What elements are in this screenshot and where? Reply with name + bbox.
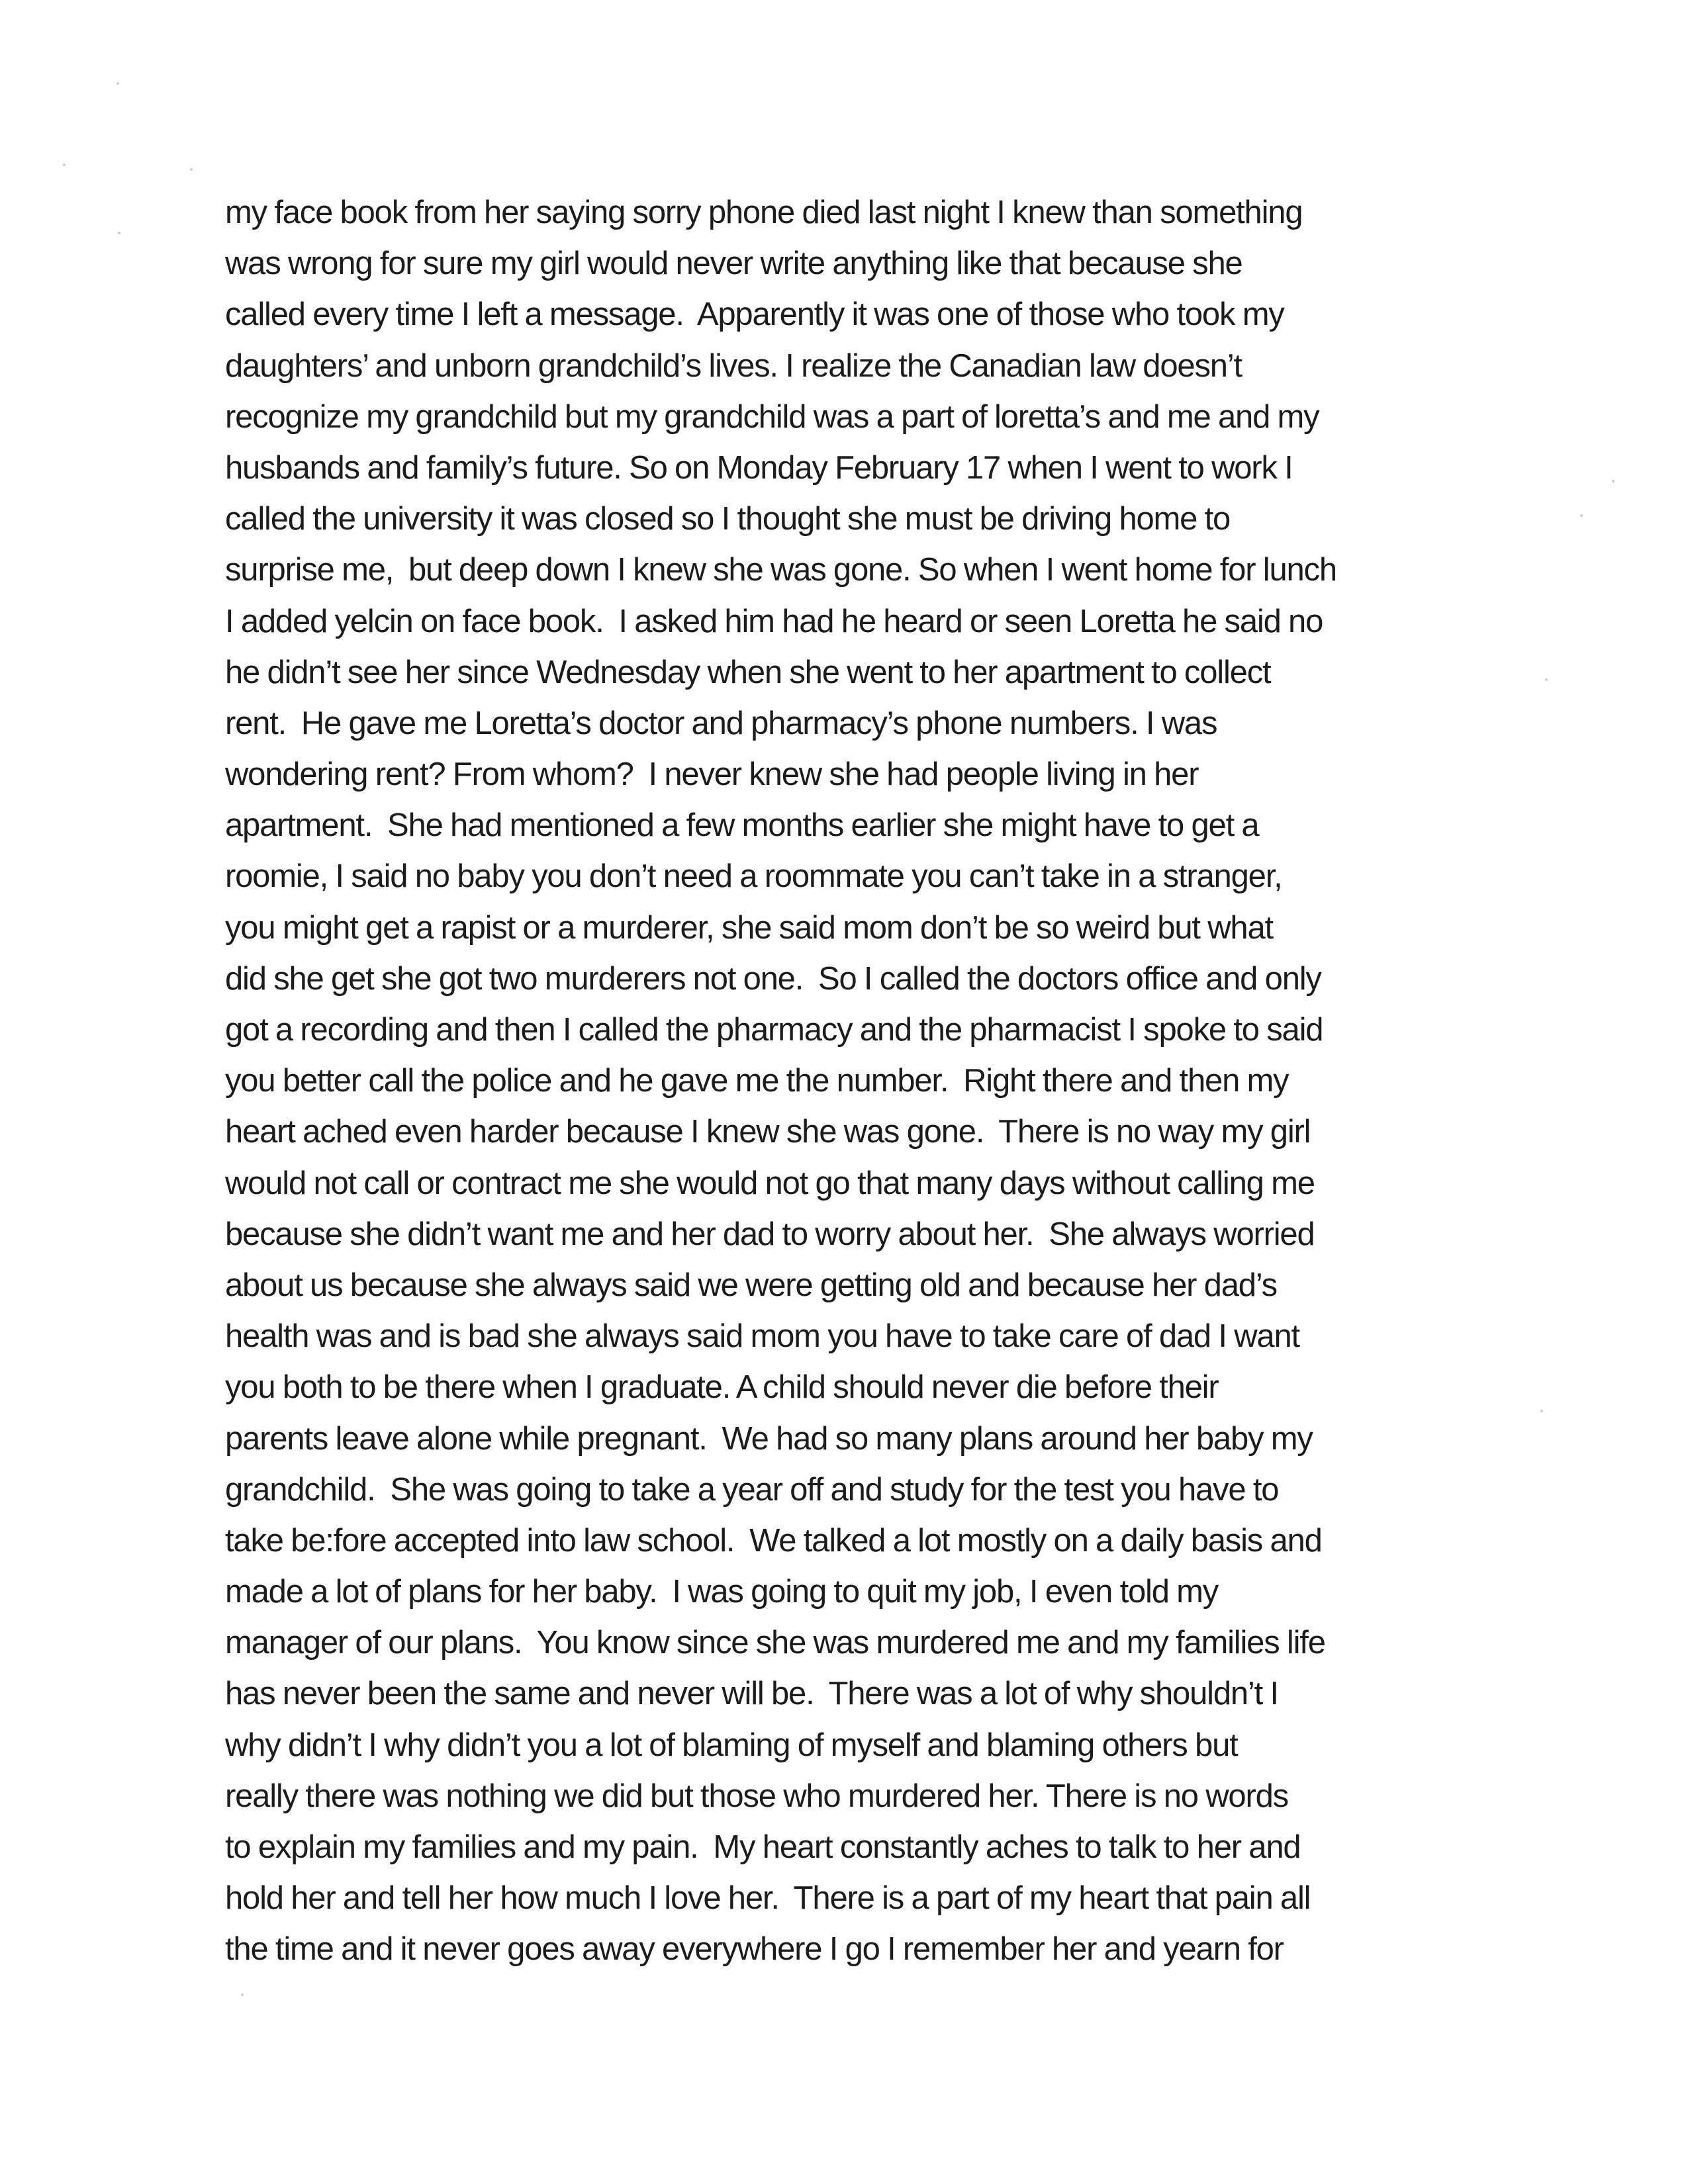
text-line: to explain my families and my pain. My heart constantly aches to talk to her and [225, 1829, 1301, 1865]
text-line: heart ached even harder because I knew she was gone. There is no way my girl [225, 1114, 1311, 1150]
text-line: roomie, I said no baby you don’t need a roommate you can’t take in a stranger, [225, 858, 1282, 895]
text-line: got a recording and then I called the pharmacy and the pharmacist I spoke to said [225, 1012, 1323, 1048]
text-line: take be:fore accepted into law school. We talked a lot mostly on a daily basis and [225, 1522, 1322, 1559]
text-line: you better call the police and he gave me the number. Right there and then my [225, 1063, 1289, 1099]
scan-speck [1612, 480, 1615, 482]
text-line: he didn’t see her since Wednesday when she went to her apartment to collect [225, 654, 1271, 690]
text-line: recognize my grandchild but my grandchild was a part of loretta’s and me and my [225, 398, 1319, 435]
text-line: called every time I left a message. Apparently it was one of those who took my [225, 296, 1284, 333]
text-line: the time and it never goes away everywhere I go I remember her and yearn for [225, 1931, 1284, 1968]
text-line: called the university it was closed so I thought she must be driving home to [225, 501, 1231, 537]
text-line: because she didn’t want me and her dad to worry about her. She always worried [225, 1216, 1315, 1252]
text-line: would not call or contract me she would not go that many days without calling me [225, 1165, 1315, 1201]
text-line: health was and is bad she always said mom you have to take care of dad I want [225, 1318, 1299, 1355]
text-line: husbands and family’s future. So on Monday February 17 when I went to work I [225, 449, 1293, 486]
text-line: apartment. She had mentioned a few months earlier she might have to get a [225, 807, 1259, 844]
text-line: about us because she always said we were getting old and because her dad’s [225, 1267, 1277, 1303]
text-line: hold her and tell her how much I love her. There is a part of my heart that pain all [225, 1880, 1311, 1917]
letter-body [225, 187, 1549, 1976]
scan-speck [241, 1993, 244, 1996]
text-line: my face book from her saying sorry phone died last night I knew than something [225, 195, 1303, 230]
scan-speck [117, 82, 119, 85]
text-line: did she get she got two murderers not one. So I called the doctors office and only [225, 960, 1321, 997]
text-line: you might get a rapist or a murderer, she said mom don’t be so weird but what [225, 909, 1273, 946]
text-line: daughters’ and unborn grandchild’s lives. I realize the Canadian law doesn’t [225, 347, 1242, 384]
scan-speck [190, 168, 193, 171]
text-line: grandchild. She was going to take a year off and study for the test you have to [225, 1471, 1279, 1508]
text-line: was wrong for sure my girl would never write anything like that because she [225, 246, 1243, 282]
text-line: really there was nothing we did but those who murdered her. There is no words [225, 1778, 1288, 1814]
text-line: manager of our plans. You know since she was murdered me and my families life [225, 1625, 1325, 1661]
text-line: why didn’t I why didn’t you a lot of blaming of myself and blaming others but [225, 1727, 1238, 1763]
text-line: surprise me, but deep down I knew she was gone. So when I went home for lunch [225, 552, 1336, 588]
text-line: made a lot of plans for her baby. I was going to quit my job, I even told my [225, 1574, 1219, 1610]
text-line: you both to be there when I graduate. A child should never die before their [225, 1369, 1219, 1406]
text-line: has never been the same and never will be. There was a lot of why shouldn’t I [225, 1676, 1278, 1712]
text-line: I added yelcin on face book. I asked him had he heard or seen Loretta he said no [225, 603, 1323, 639]
text-line: rent. He gave me Loretta’s doctor and pharmacy’s phone numbers. I was [225, 705, 1217, 741]
text-line: parents leave alone while pregnant. We had so many plans around her baby my [225, 1420, 1313, 1457]
scan-speck [1580, 514, 1583, 517]
text-line: wondering rent? From whom? I never knew she had people living in her [225, 756, 1199, 793]
scan-speck [63, 163, 66, 166]
scan-speck [118, 232, 120, 234]
